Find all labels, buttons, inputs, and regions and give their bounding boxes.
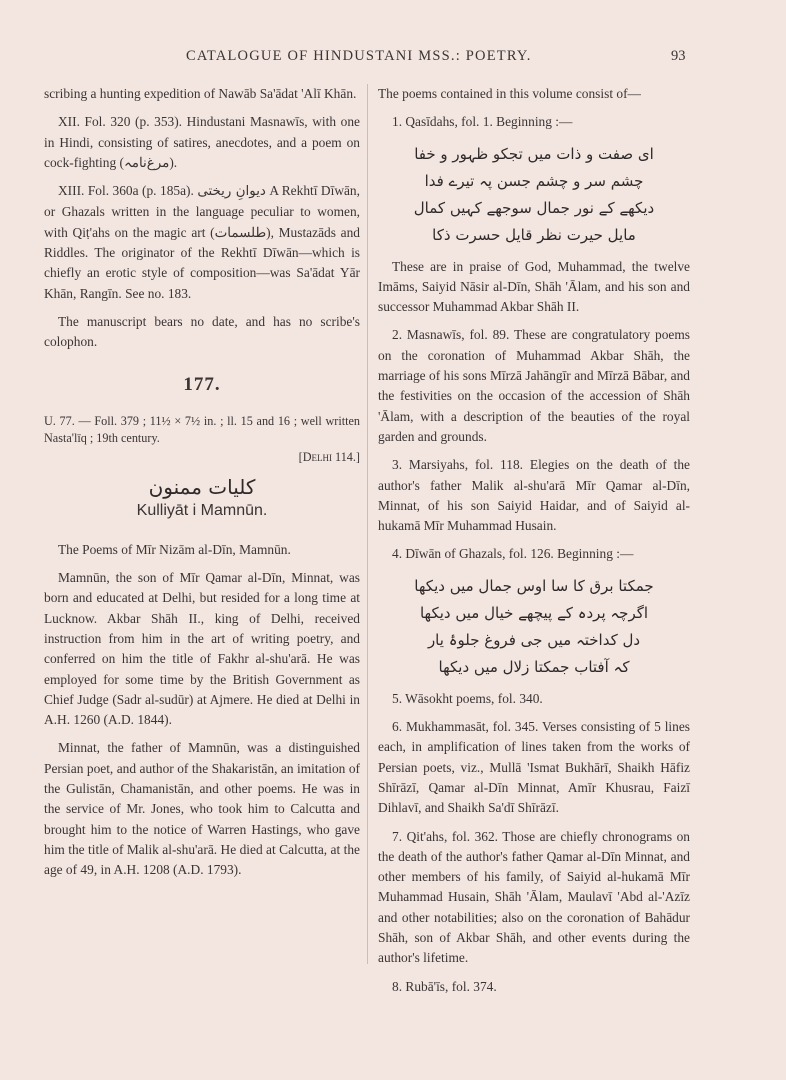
contents-item-3: 3. Marsiyahs, fol. 118. Elegies on the death of the author's father Malik al-shu'arā Mīr Qamar al-Dīn, Minnat, of his son Saiyid Haidar, and of Saiyid al-hukamā Mīr Muhammad Husain. (378, 457, 690, 534)
shelf-mark-text: Delhi 114.] (302, 449, 360, 464)
rekhti-diwan-urdu: دیوانِ ریختی (197, 184, 266, 200)
left-column (44, 84, 360, 889)
contents-intro: The poems contained in this volume consist of— (378, 86, 641, 101)
qasidah-description: These are in praise of God, Muhammad, the twelve Imāms, Saiyid Nāsir al-Dīn, Shāh 'Ālam, and his son and successor Muhammad Akbar Shāh II. (378, 258, 690, 315)
verse-line: مایل حیرت نظر قایل حسرت ذکا (432, 225, 636, 244)
contents-item-5: 5. Wāsokht poems, fol. 340. (392, 690, 543, 706)
verse-line: اگرچہ پردہ کے پیچھے خیال میں دیکھا (419, 603, 649, 622)
contents-item-1: 1. Qasīdahs, fol. 1. Beginning :— (392, 114, 573, 130)
shelf-bracket: [ (298, 449, 303, 464)
contents-item-6: 6. Mukhammasāt, fol. 345. Verses consisting of 5 lines each, in amplification of lines taken from the works of Persian poets, viz., Mullā 'Ismat Bukhārī, Shaikh Hāfiz Shīrāzī, Qamar al-Dīn Minnat, Amīr Khusrau, Faizī Dihlavī, and Shaikh Sa'dī Shīrāzī. (378, 719, 690, 816)
page-header (0, 48, 786, 70)
verse-line: ای صفت و ذات میں تجکو ظہور و خفا (414, 144, 654, 163)
right-column (378, 84, 690, 1005)
verse-line: دیکھے کے نور جمال سوجھے کہیں کمال (413, 198, 655, 217)
biography-mamnun: Mamnūn, the son of Mīr Qamar al-Dīn, Minnat, was born and educated at Delhi, but resided for a long time at Lucknow. Akbar Shāh II., king of Delhi, received instruction from him in the art of writing poetry, and conferred on him the title of Fakhr al-shu'arā. He was employed for some time by the British Government as Chief Judge (Sadr al-sudūr) at Ajmere. He died at Delhi in A.H. 1260 (A.D. 1844). (44, 570, 360, 728)
work-subtitle: The Poems of Mīr Nizām al-Dīn, Mamnūn. (58, 541, 291, 557)
column-divider (367, 84, 368, 964)
contents-item-8: 8. Rubā'īs, fol. 374. (392, 978, 497, 994)
shelf-mark (44, 447, 360, 467)
colophon-note: The manuscript bears no date, and has no scribe's colophon. (44, 313, 360, 350)
contents-item-4: 4. Dīwān of Ghazals, fol. 126. Beginning :— (392, 546, 634, 562)
item-xii-paragraph: XII. Fol. 320 (p. 353). Hindustani Masnawīs, with one in Hindi, consisting of satires, anecdotes, and a poem on cock-fighting (مرغ‌نامہ). (44, 114, 360, 170)
work-title-romanized: Kulliyāt i Mamnūn. (136, 502, 268, 520)
verse-line: کہ آفتاب جمکتا زلال میں دیکھا (438, 657, 630, 676)
continued-paragraph: scribing a hunting expedition of Nawāb Sa'ādat 'Alī Khān. (44, 86, 357, 101)
qasidah-opening-verses (378, 141, 690, 249)
item-xiii-description: A Rekhtī Dīwān, or Ghazals written in the language peculiar to women, with Qiṭ'ahs on the magic art (طلسمات), Mustazāds and Riddles. The originator of the Rekhtī Dīwān—which is chiefly an erotic style of composition—was Sa'ādat Yār Khān, Rangīn. See no. 183. (44, 183, 360, 301)
manuscript-description: U. 77. — Foll. 379 ; 11½ × 7½ in. ; ll. 15 and 16 ; well written Nasta'līq ; 19th century. (44, 413, 360, 445)
verse-line: جمکتا برق کا سا اوس جمال میں دیکھا (414, 576, 654, 595)
item-xiii-paragraph (44, 181, 360, 304)
item-xiii-folio: XIII. Fol. 360a (p. 185a). (58, 183, 194, 199)
entry-number: 177. (183, 373, 221, 395)
page-number: 93 (671, 48, 686, 64)
contents-item-2: 2. Masnawīs, fol. 89. These are congratulatory poems on the coronation of Muhammad Akbar Shāh, the marriage of his sons Mīrzā Jahāngīr and Mīrzā Bābar, and the festivities on the occasion of the accession of Shāh 'Ālam, with a description of the beauties of the royal garden and grounds. (378, 327, 690, 444)
running-title: CATALOGUE OF HINDUSTANI MSS.: POETRY. (186, 48, 532, 64)
contents-item-7: 7. Qit'ahs, fol. 362. Those are chiefly chronograms on the death of the author's father Qamar al-Dīn Minnat, and other members of his family, of Saiyid al-hukamā Mīr Muhammad Husain, Shāh 'Ālam, Maulavī 'Abd al-'Azīz and other notabilities; also on the coronation of Bahādur Shāh, son of Akbar Shāh, and other events during the author's lifetime. (378, 828, 690, 966)
diwan-opening-verses (378, 573, 690, 681)
verse-line: چشم سر و چشم جسن پہ تیرے فدا (424, 171, 644, 190)
biography-minnat: Minnat, the father of Mamnūn, was a distinguished Persian poet, and author of the Shakaristān, an imitation of the Gulistān, Chamanistān, and other poems. He was in the service of Mr. Jones, who took him to Calcutta and brought him to the notice of Warren Hastings, who gave him the title of Malik al-shu'arā. He died at Calcutta, at the age of 49, in A.H. 1208 (A.D. 1793). (44, 740, 360, 878)
work-title-urdu: کلیات ممنون (148, 475, 256, 500)
verse-line: دل کداختہ میں جی فروغ جلوۂ یار (427, 630, 641, 649)
